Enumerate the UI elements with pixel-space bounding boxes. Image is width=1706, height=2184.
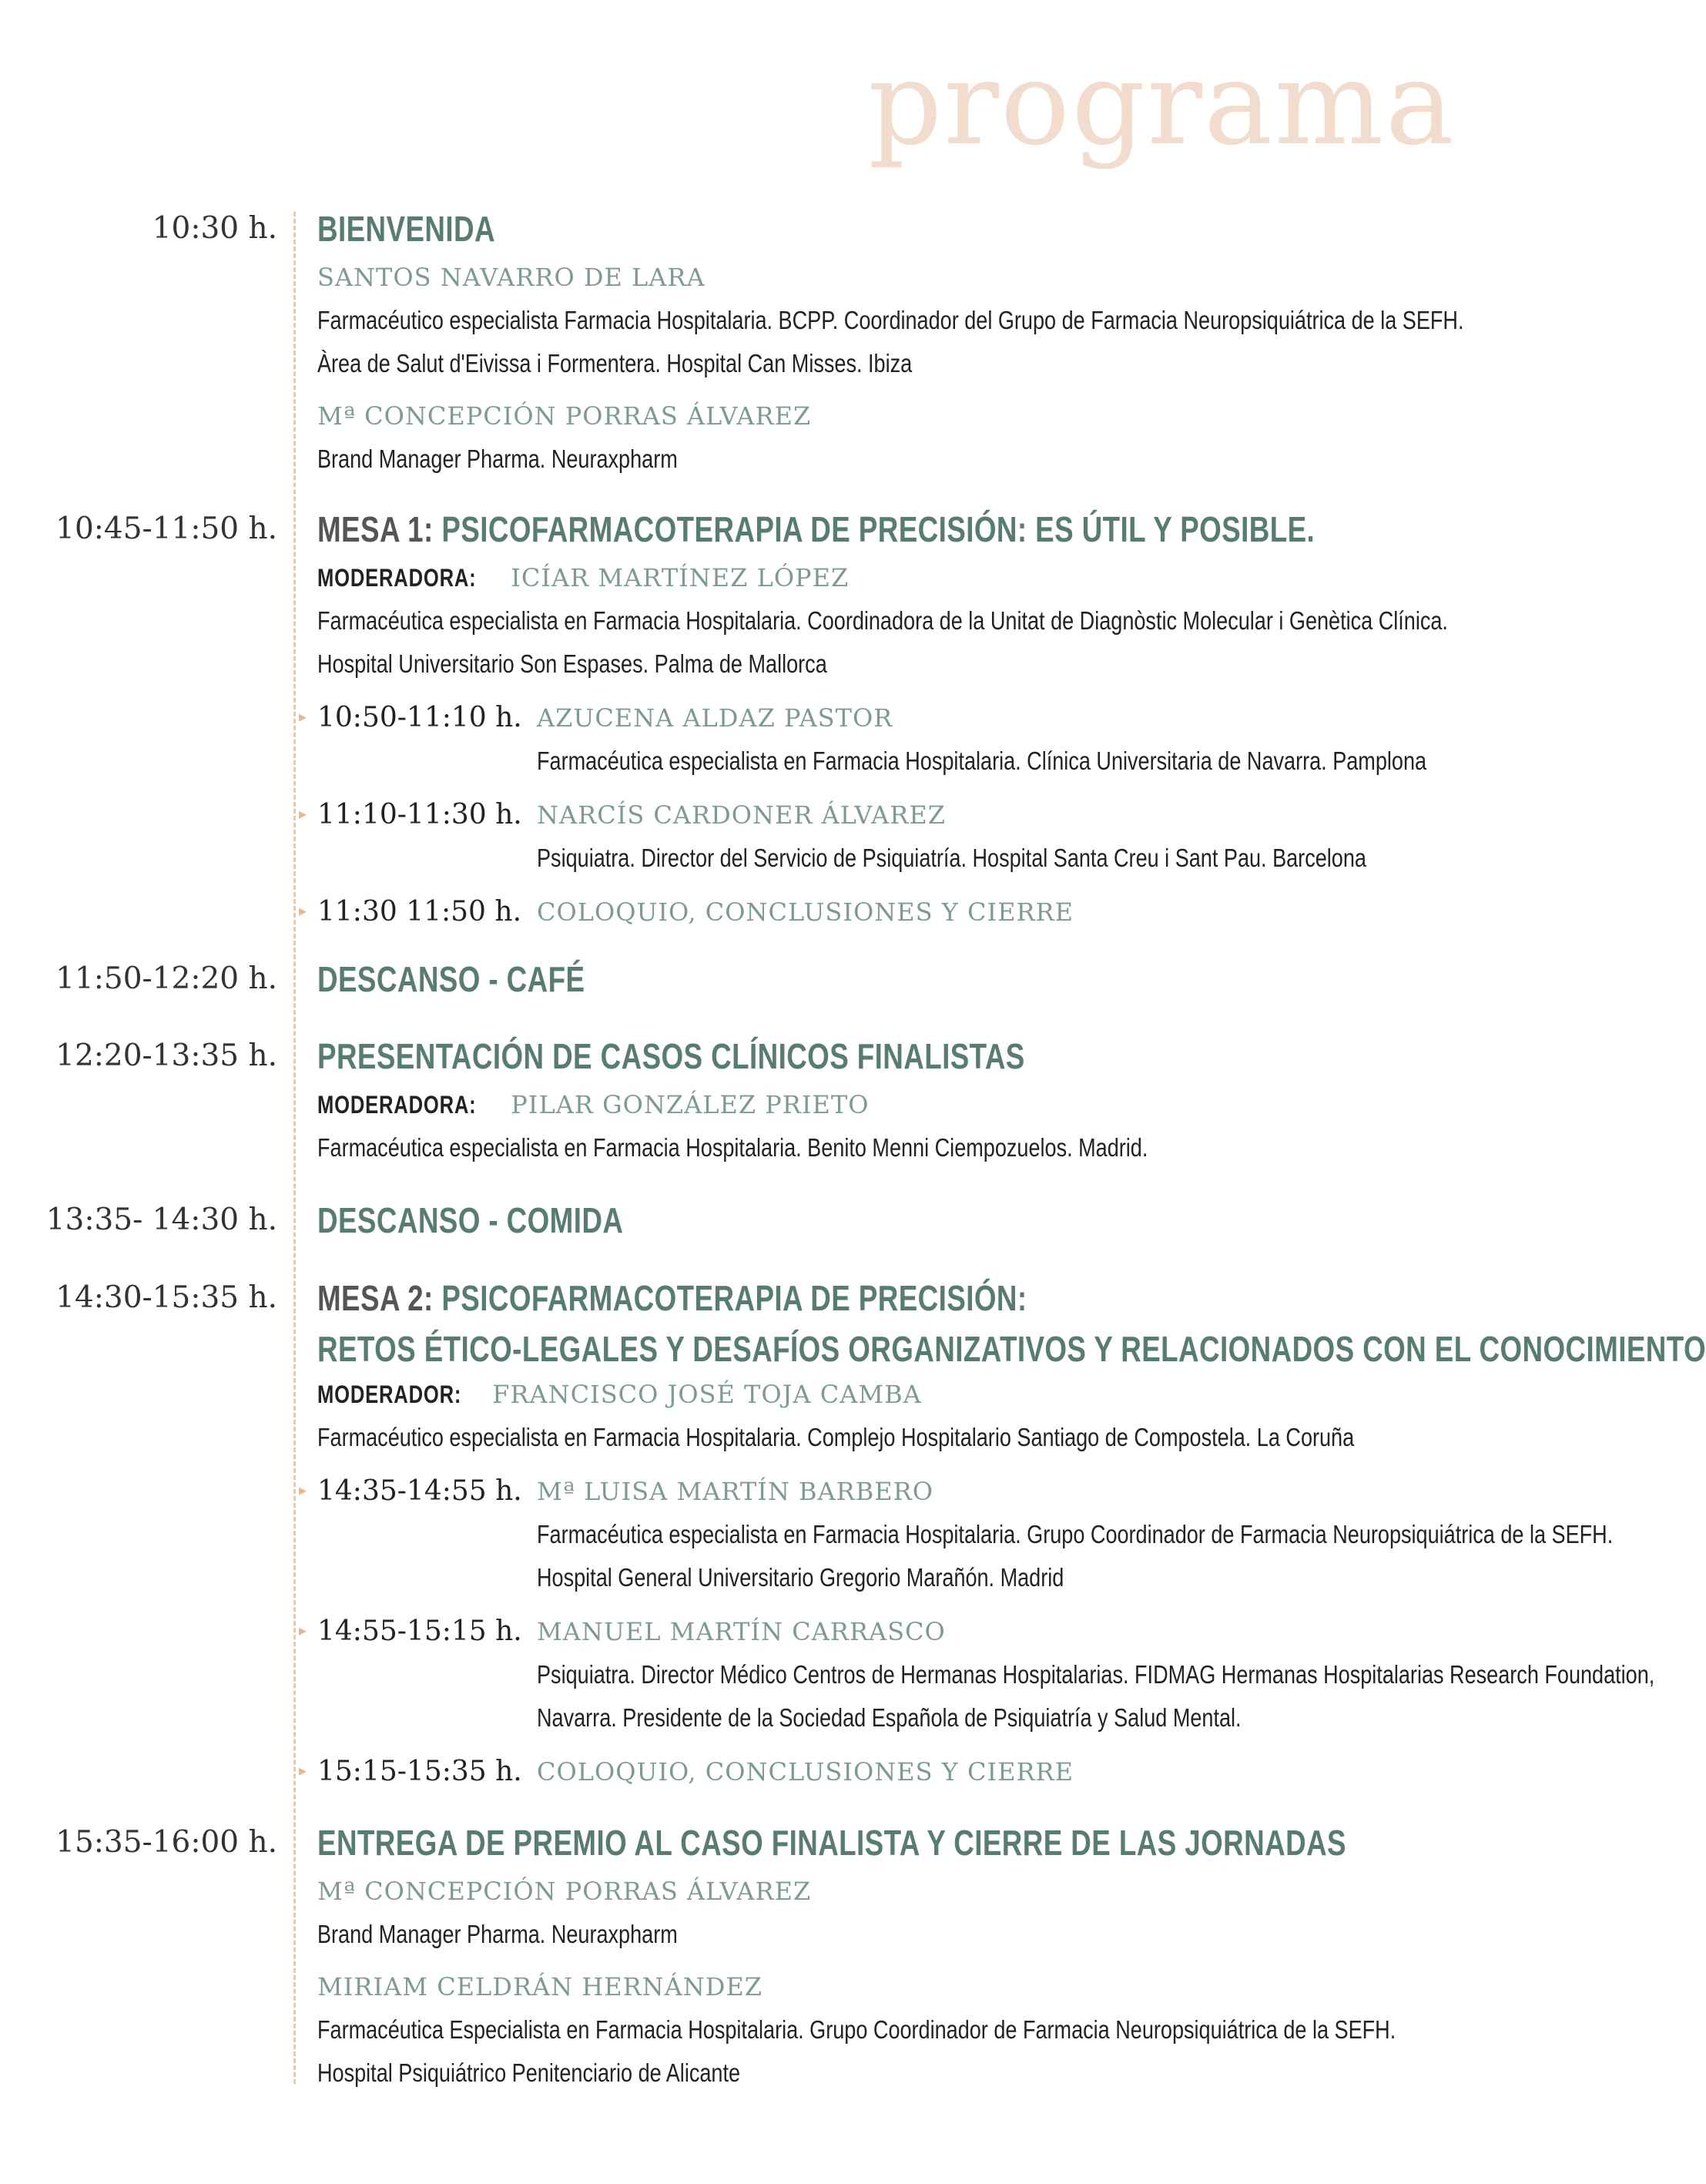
speaker-desc: Brand Manager Pharma. Neuraxpharm [317, 1920, 678, 1948]
item-time: 10:30 h. [152, 211, 277, 246]
speaker-name: Mª CONCEPCIÓN PORRAS ÁLVAREZ [317, 401, 812, 431]
timeline-divider [293, 212, 296, 2084]
item-title: DESCANSO - CAFÉ [317, 959, 585, 999]
moderator-desc: Farmacéutica especialista en Farmacia Hospitalaria. Benito Menni Ciempozuelos. Madrid. [317, 1133, 1148, 1162]
bullet-arrow-icon: ▸ [299, 709, 307, 726]
item-time: 10:45-11:50 h. [55, 512, 277, 546]
item-time: 13:35- 14:30 h. [45, 1203, 277, 1237]
item-title [317, 1271, 1264, 1325]
mesa-label: MESA 2: [317, 1278, 434, 1318]
talk-speaker: COLOQUIO, CONCLUSIONES Y CIERRE [537, 897, 1074, 927]
talk-speaker: Mª LUISA MARTÍN BARBERO [537, 1477, 933, 1506]
talk-desc: Farmacéutica especialista en Farmacia Hospitalaria. Grupo Coordinador de Farmacia Neuropsiquiátrica de la SEFH. [537, 1520, 1614, 1548]
talk-item [299, 696, 1500, 740]
speaker-name: Mª CONCEPCIÓN PORRAS ÁLVAREZ [317, 1877, 812, 1906]
talk-time: 11:30 11:50 h. [317, 896, 522, 928]
mesa-label: MESA 1: [317, 509, 434, 549]
talk-desc: Navarra. Presidente de la Sociedad Española de Psiquiatría y Salud Mental. [537, 1703, 1242, 1732]
moderator-desc: Farmacéutica especialista en Farmacia Hospitalaria. Coordinadora de la Unitat de Diagnòstic Molecular i Genètica Clínica. [317, 606, 1448, 635]
talk-item [299, 793, 1500, 837]
talk-desc: Psiquiatra. Director Médico Centros de Hermanas Hospitalarias. FIDMAG Hermanas Hospitalarias Research Foundation, [537, 1660, 1655, 1689]
talk-time: 10:50-11:10 h. [317, 702, 522, 733]
moderator-name: ICÍAR MARTÍNEZ LÓPEZ [511, 563, 850, 592]
talk-speaker: NARCÍS CARDONER ÁLVAREZ [537, 800, 946, 830]
talk-time: 11:10-11:30 h. [317, 799, 522, 830]
moderator-label: MODERADORA: [317, 1091, 477, 1119]
bullet-arrow-icon: ▸ [299, 1622, 307, 1639]
moderator [317, 1373, 1500, 1416]
speaker-desc: Àrea de Salut d'Eivissa i Formentera. Hospital Can Misses. Ibiza [317, 349, 913, 377]
talk-speaker: MANUEL MARTÍN CARRASCO [537, 1617, 946, 1646]
speaker-name: SANTOS NAVARRO DE LARA [317, 263, 706, 292]
item-subtitle: RETOS ÉTICO-LEGALES Y DESAFÍOS ORGANIZATIVOS Y RELACIONADOS CON EL CONOCIMIENTO [317, 1329, 1706, 1369]
mesa-title: PSICOFARMACOTERAPIA DE PRECISIÓN: [441, 1278, 1027, 1318]
moderator-desc: Hospital Universitario Son Espases. Palma de Mallorca [317, 649, 827, 678]
item-time: 14:30-15:35 h. [55, 1280, 277, 1315]
speaker-name: MIRIAM CELDRÁN HERNÁNDEZ [317, 1972, 763, 2001]
talk-speaker: COLOQUIO, CONCLUSIONES Y CIERRE [537, 1757, 1074, 1786]
moderator [317, 1083, 1500, 1126]
bullet-arrow-icon: ▸ [299, 903, 307, 920]
talk-desc: Farmacéutica especialista en Farmacia Hospitalaria. Clínica Universitaria de Navarra. Pamplona [537, 746, 1427, 775]
moderator-label: MODERADOR: [317, 1381, 462, 1408]
page-heading: programa [868, 37, 1456, 171]
speaker-desc: Brand Manager Pharma. Neuraxpharm [317, 445, 678, 473]
item-time: 15:35-16:00 h. [55, 1825, 277, 1860]
item-time: 11:50-12:20 h. [55, 961, 277, 996]
mesa-title: PSICOFARMACOTERAPIA DE PRECISIÓN: ES ÚTIL Y POSIBLE. [441, 509, 1316, 549]
moderator-name: FRANCISCO JOSÉ TOJA CAMBA [492, 1380, 922, 1409]
talk-item [299, 1610, 1500, 1653]
speaker-desc: Farmacéutica Especialista en Farmacia Hospitalaria. Grupo Coordinador de Farmacia Neuropsiquiátrica de la SEFH. [317, 2015, 1396, 2044]
bullet-arrow-icon: ▸ [299, 806, 307, 823]
talk-time: 14:55-15:15 h. [317, 1615, 522, 1647]
talk-time: 15:15-15:35 h. [317, 1756, 522, 1787]
talk-speaker: AZUCENA ALDAZ PASTOR [537, 703, 893, 733]
item-title: ENTREGA DE PREMIO AL CASO FINALISTA Y CIERRE DE LAS JORNADAS [317, 1823, 1346, 1863]
item-title: DESCANSO - COMIDA [317, 1200, 624, 1240]
item-time: 12:20-13:35 h. [55, 1038, 277, 1073]
speaker-desc: Farmacéutico especialista Farmacia Hospitalaria. BCPP. Coordinador del Grupo de Farmacia Neuropsiquiátrica de la SEFH. [317, 306, 1464, 334]
speaker-desc: Hospital Psiquiátrico Penitenciario de Alicante [317, 2058, 741, 2087]
talk-desc: Psiquiatra. Director del Servicio de Psiquiatría. Hospital Santa Creu i Sant Pau. Barcelona [537, 844, 1366, 872]
talk-item [299, 1750, 1500, 1793]
item-title [317, 502, 1316, 556]
talk-desc: Hospital General Universitario Gregorio Marañón. Madrid [537, 1563, 1064, 1592]
item-title: BIENVENIDA [317, 209, 495, 249]
moderator-desc: Farmacéutico especialista en Farmacia Hospitalaria. Complejo Hospitalario Santiago de Compostela. La Coruña [317, 1423, 1355, 1451]
moderator-label: MODERADORA: [317, 564, 477, 592]
talk-item [299, 891, 1500, 934]
bullet-arrow-icon: ▸ [299, 1763, 307, 1780]
talk-time: 14:35-14:55 h. [317, 1475, 522, 1507]
moderator [317, 556, 1500, 599]
moderator-name: PILAR GONZÁLEZ PRIETO [511, 1090, 870, 1119]
bullet-arrow-icon: ▸ [299, 1482, 307, 1499]
item-title: PRESENTACIÓN DE CASOS CLÍNICOS FINALISTAS [317, 1036, 1025, 1076]
talk-item [299, 1470, 1500, 1513]
